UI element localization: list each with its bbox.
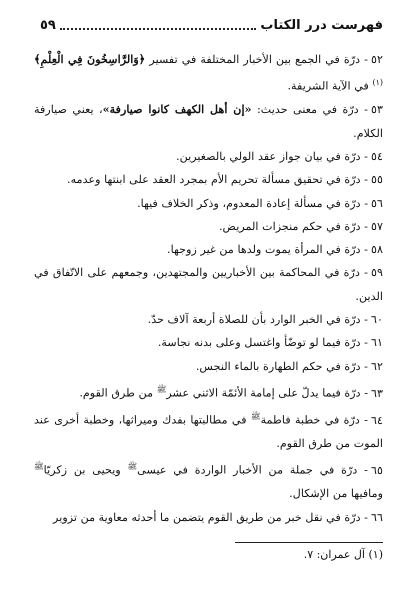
entry-text: - درّة في المرأة يموت ولدها من غير زوجها. [167,243,368,257]
entry-number: ٦٢ [370,359,383,373]
entry-text: - درّة فيما لو توضّأ واغتسل وعلى بدنه نجاسة. [157,336,368,350]
entry-number: ٦٤ [370,413,383,427]
entry-number: ٦٠ [370,313,383,326]
list-item [34,455,383,505]
entry-text: - درّة في المحاكمة بين الأخباريين والمجتهدين، وجمعهم على الاتّفاق في الدين. [34,266,383,303]
list-item [34,331,383,354]
entry-number: ٥٢ [370,53,383,66]
entry-number: ٦٥ [370,463,383,477]
list-item [34,261,383,308]
entry-number: ٦٦ [370,510,383,524]
header-dot-leader [60,20,257,30]
header-title: فهرست درر الكتاب [260,17,383,33]
honorific-symbol: ﷺ [127,462,138,472]
hadith-quote: «إن أهل الكهف كانوا صيارفة» [102,102,252,117]
entry-text-continued: ، يعني صيارفة الكلام. [34,103,383,140]
page-number: ٥٩ [40,17,56,33]
entry-number: ٥٦ [370,196,383,210]
entry-text: - درّة فيما يدلّ على إمامة الأئمّة الاثني عشر [166,386,368,400]
entry-number: ٥٤ [370,149,383,163]
list-item [34,215,383,238]
entry-number: ٦١ [370,336,383,350]
entry-text: - درّة في حكم منجزات المريض. [219,219,368,233]
list-item [34,145,383,168]
entry-number: ٥٧ [370,219,383,233]
entry-text: - درّة في الجمع بين الأخبار المختلفة في تفسير [145,53,368,66]
footnote-marker: (١) [372,78,383,88]
quran-quote: ﴿وَالرَّاسِخُونَ فِي الْعِلْمِ﴾ [34,52,146,66]
entry-number: ٥٣ [370,103,383,117]
honorific-symbol: ﷺ [250,411,261,421]
entry-number: ٥٩ [370,266,383,280]
entry-text: - درّة في معنى حديث: [251,103,368,117]
list-item [34,405,383,455]
index-list [34,48,383,529]
honorific-symbol: ﷺ [34,462,44,472]
honorific-symbol: ﷺ [156,384,167,394]
entry-text-continued: ومافيها من الإشكال. [289,487,383,501]
list-item [34,168,383,191]
entry-number: ٥٨ [370,243,383,257]
entry-number: ٦٣ [370,386,383,400]
list-item [34,378,383,405]
entry-text: - درّة في بيان جواز عقد الولي بالصغيرين. [176,149,368,163]
entry-text: - درّة في مسألة إعادة المعدوم، وذكر الخلاف فيها. [137,196,368,210]
entry-text-continued: في مطالبتها بفدك وميراثها، وخطبة أخرى عند الموت من طرق القوم. [34,413,383,450]
footnote: (١) آل عمران: ٧. [303,548,383,561]
list-item [34,48,383,98]
entry-text: - درّة في خطبة فاطمة [260,413,368,427]
entry-text: - درّة في حكم الطهارة بالماء النجس. [195,359,368,373]
entry-text: - درّة في الخبر الوارد بأن للصلاة أربعة آلاف حدّ. [147,313,368,326]
list-item [34,355,383,378]
entry-text: - درّة في جملة من الأخبار الواردة في عيسى [137,463,368,477]
list-item [34,98,383,145]
entry-number: ٥٥ [370,173,383,187]
entry-text-continued: من طرق القوم. [79,386,157,400]
entry-text-continued: في الآية الشريفة. [287,80,373,94]
entry-text-continued: ويحيى بن زكريّا [43,463,128,477]
page-header [40,14,383,36]
entry-text: - درّة في تحقيق مسألة تحريم الأم بمجرد العقد على ابنتها وعدمه. [67,173,368,187]
entry-text: - درّة في نقل خبر من طريق القوم يتضمن ما أحدثه معاوية من تزوير [53,510,368,524]
list-item [34,238,383,261]
list-item [34,192,383,215]
list-item [34,308,383,331]
list-item [34,506,383,529]
footnote-divider [235,542,383,543]
